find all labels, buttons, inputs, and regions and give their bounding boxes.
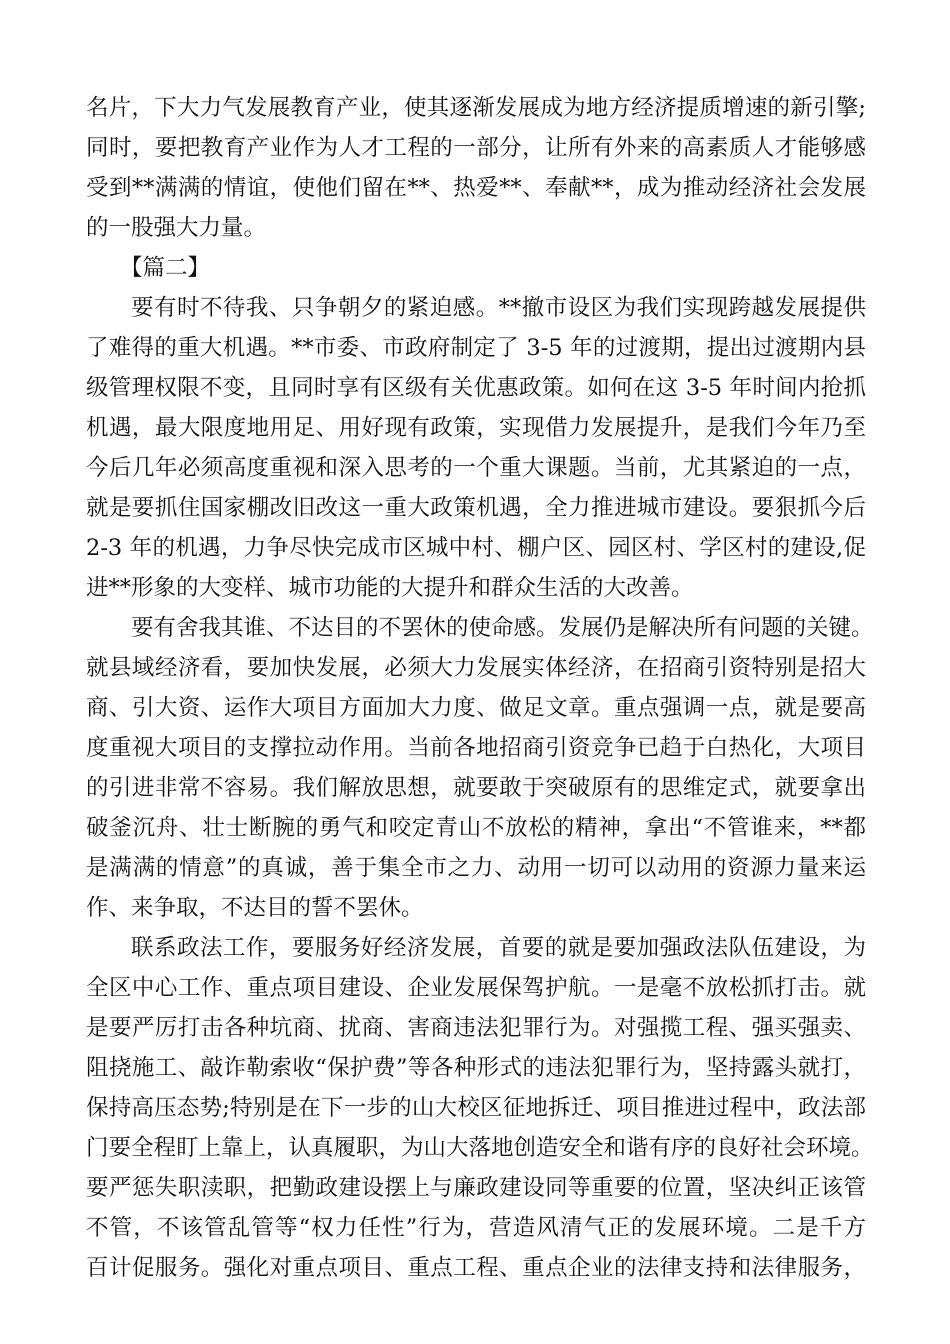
text-line: 阻挠施工、敲诈勒索收“保护费”等各种形式的违法犯罪行为，坚持露头就打， xyxy=(86,1055,866,1081)
text-line: 联系政法工作，要服务好经济发展，首要的就是要加强政法队伍建设，为 xyxy=(131,935,866,961)
text-line: 就是要抓住国家棚改旧改这一重大政策机遇，全力推进城市建设。要狠抓今后 xyxy=(86,495,866,521)
text-line: 名片，下大力气发展教育产业，使其逐渐发展成为地方经济提质增速的新引擎; xyxy=(86,95,866,121)
text-line: 受到**满满的情谊，使他们留在**、热爱**、奉献**，成为推动经济社会发展 xyxy=(86,175,866,201)
text-line: 级管理权限不变，且同时享有区级有关优惠政策。如何在这 3-5 年时间内抢抓 xyxy=(86,375,866,401)
text-line: 门要全程盯上靠上，认真履职，为山大落地创造安全和谐有序的良好社会环境。 xyxy=(86,1135,874,1161)
text-line: 的引进非常不容易。我们解放思想，就要敢于突破原有的思维定式，就要拿出 xyxy=(86,775,866,801)
section-heading: 【篇二】 xyxy=(120,255,211,281)
text-line: 要有时不待我、只争朝夕的紧迫感。**撤市设区为我们实现跨越发展提供 xyxy=(131,295,866,321)
text-line: 是要严厉打击各种坑商、扰商、害商违法犯罪行为。对强揽工程、强买强卖、 xyxy=(86,1015,866,1041)
text-line: 要严惩失职渎职，把勤政建设摆上与廉政建设同等重要的位置，坚决纠正该管 xyxy=(86,1175,866,1201)
text-line: 作、来争取，不达目的誓不罢休。 xyxy=(86,895,424,921)
text-line: 今后几年必须高度重视和深入思考的一个重大课题。当前，尤其紧迫的一点， xyxy=(86,455,866,481)
text-line: 了难得的重大机遇。**市委、市政府制定了 3-5 年的过渡期，提出过渡期内县 xyxy=(86,335,866,361)
text-line: 要有舍我其谁、不达目的不罢休的使命感。发展仍是解决所有问题的关键。 xyxy=(131,615,874,641)
text-line: 保持高压态势;特别是在下一步的山大校区征地拆迁、项目推进过程中，政法部 xyxy=(86,1095,866,1121)
text-line: 2-3 年的机遇，力争尽快完成市区城中村、棚户区、园区村、学区村的建设,促 xyxy=(86,535,866,561)
text-line: 的一股强大力量。 xyxy=(86,215,267,241)
text-line: 就县域经济看，要加快发展，必须大力发展实体经济，在招商引资特别是招大 xyxy=(86,655,866,681)
text-line: 进**形象的大变样、城市功能的大提升和群众生活的大改善。 xyxy=(86,575,694,601)
text-line: 度重视大项目的支撑拉动作用。当前各地招商引资竞争已趋于白热化，大项目 xyxy=(86,735,866,761)
text-line: 不管，不该管乱管等“权力任性”行为，营造风清气正的发展环境。二是千方 xyxy=(86,1215,866,1241)
text-line: 是满满的情意”的真诚，善于集全市之力、动用一切可以动用的资源力量来运 xyxy=(86,855,866,881)
text-line: 破釜沉舟、壮士断腕的勇气和咬定青山不放松的精神，拿出“不管谁来，**都 xyxy=(86,815,866,841)
text-line: 百计促服务。强化对重点项目、重点工程、重点企业的法律支持和法律服务， xyxy=(86,1255,866,1281)
text-line: 机遇，最大限度地用足、用好现有政策，实现借力发展提升，是我们今年乃至 xyxy=(86,415,866,441)
text-line: 全区中心工作、重点项目建设、企业发展保驾护航。一是毫不放松抓打击。就 xyxy=(86,975,866,1001)
text-line: 商、引大资、运作大项目方面加大力度、做足文章。重点强调一点，就是要高 xyxy=(86,695,866,721)
text-line: 同时，要把教育产业作为人才工程的一部分，让所有外来的高素质人才能够感 xyxy=(86,135,866,161)
